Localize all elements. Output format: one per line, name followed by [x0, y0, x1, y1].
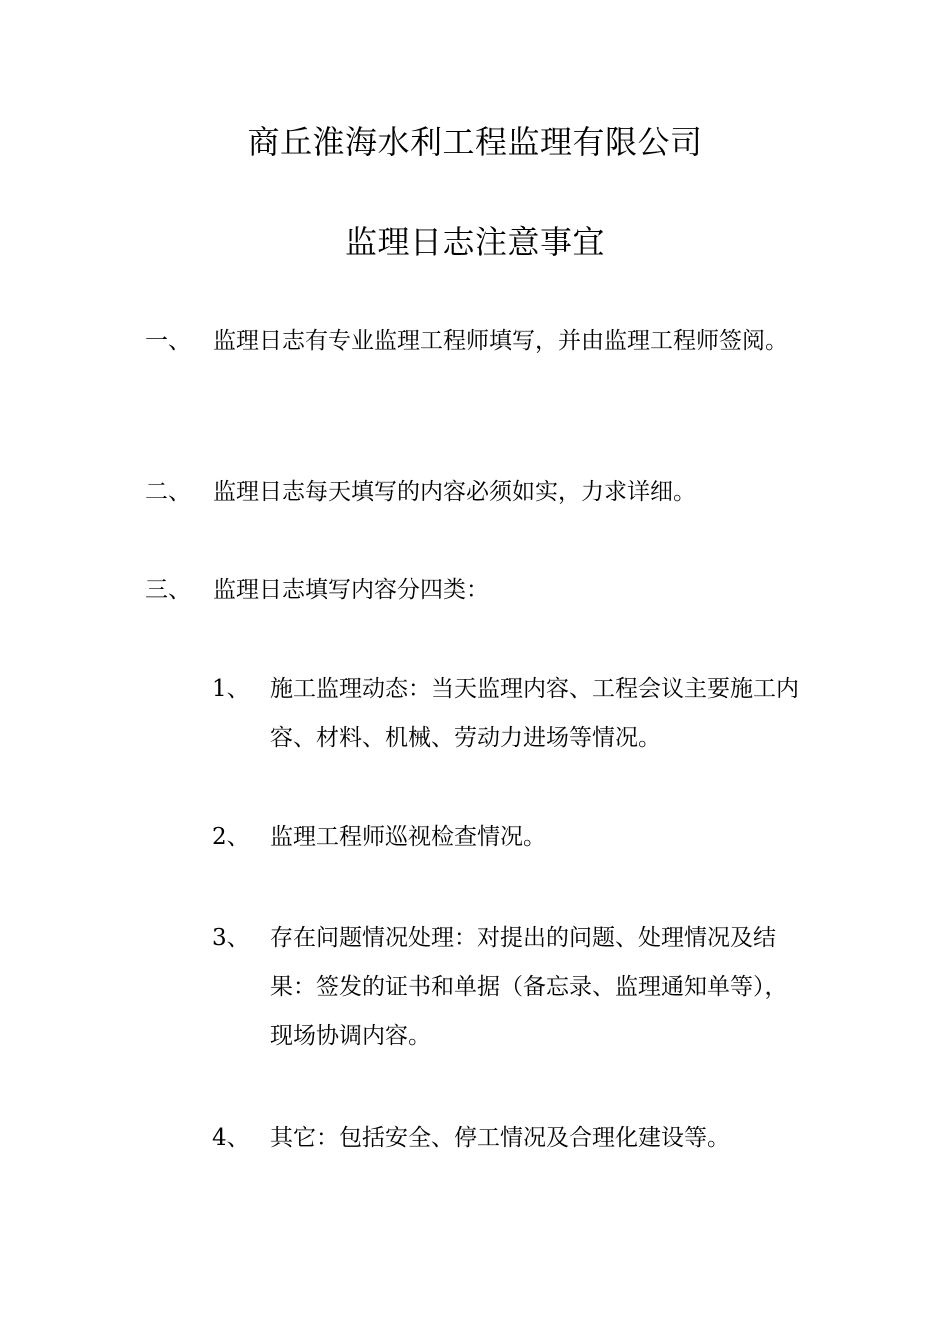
sub-list-marker: 3、 [212, 925, 250, 951]
sub-list-item-text: 施工监理动态：当天监理内容、工程会议主要施工内容、材料、机械、劳动力进场等情况。 [270, 676, 799, 751]
sub-list-item-text: 其它：包括安全、停工情况及合理化建设等。 [270, 1125, 730, 1151]
list-item [145, 317, 810, 366]
list-item-text: 监理日志每天填写的内容必须如实，力求详细。 [213, 479, 696, 505]
sub-list-marker: 1、 [212, 676, 250, 702]
list-item [145, 468, 810, 517]
list-item-text: 监理日志填写内容分四类： [213, 577, 489, 603]
sub-list-item-text: 监理工程师巡视检查情况。 [270, 824, 546, 850]
list-marker: 一、 [145, 328, 191, 354]
document-title: 监理日志注意事宜 [344, 223, 605, 261]
sub-list-item [212, 914, 810, 1061]
sub-list-item [212, 665, 810, 763]
list-marker: 二、 [145, 479, 191, 505]
sub-list-item-text: 存在问题情况处理：对提出的问题、处理情况及结果：签发的证书和单据（备忘录、监理通知单等），现场协调内容。 [270, 925, 788, 1049]
sub-list-item [212, 1114, 810, 1163]
list-item-text: 监理日志有专业监理工程师填写，并由监理工程师签阅。 [213, 328, 788, 354]
list-marker: 三、 [145, 577, 191, 603]
sub-list-marker: 2、 [212, 824, 250, 850]
sub-list-item [212, 813, 810, 862]
company-title: 商丘淮海水利工程监理有限公司 [247, 123, 703, 161]
list-item [145, 566, 810, 615]
sub-list-marker: 4、 [212, 1125, 250, 1151]
